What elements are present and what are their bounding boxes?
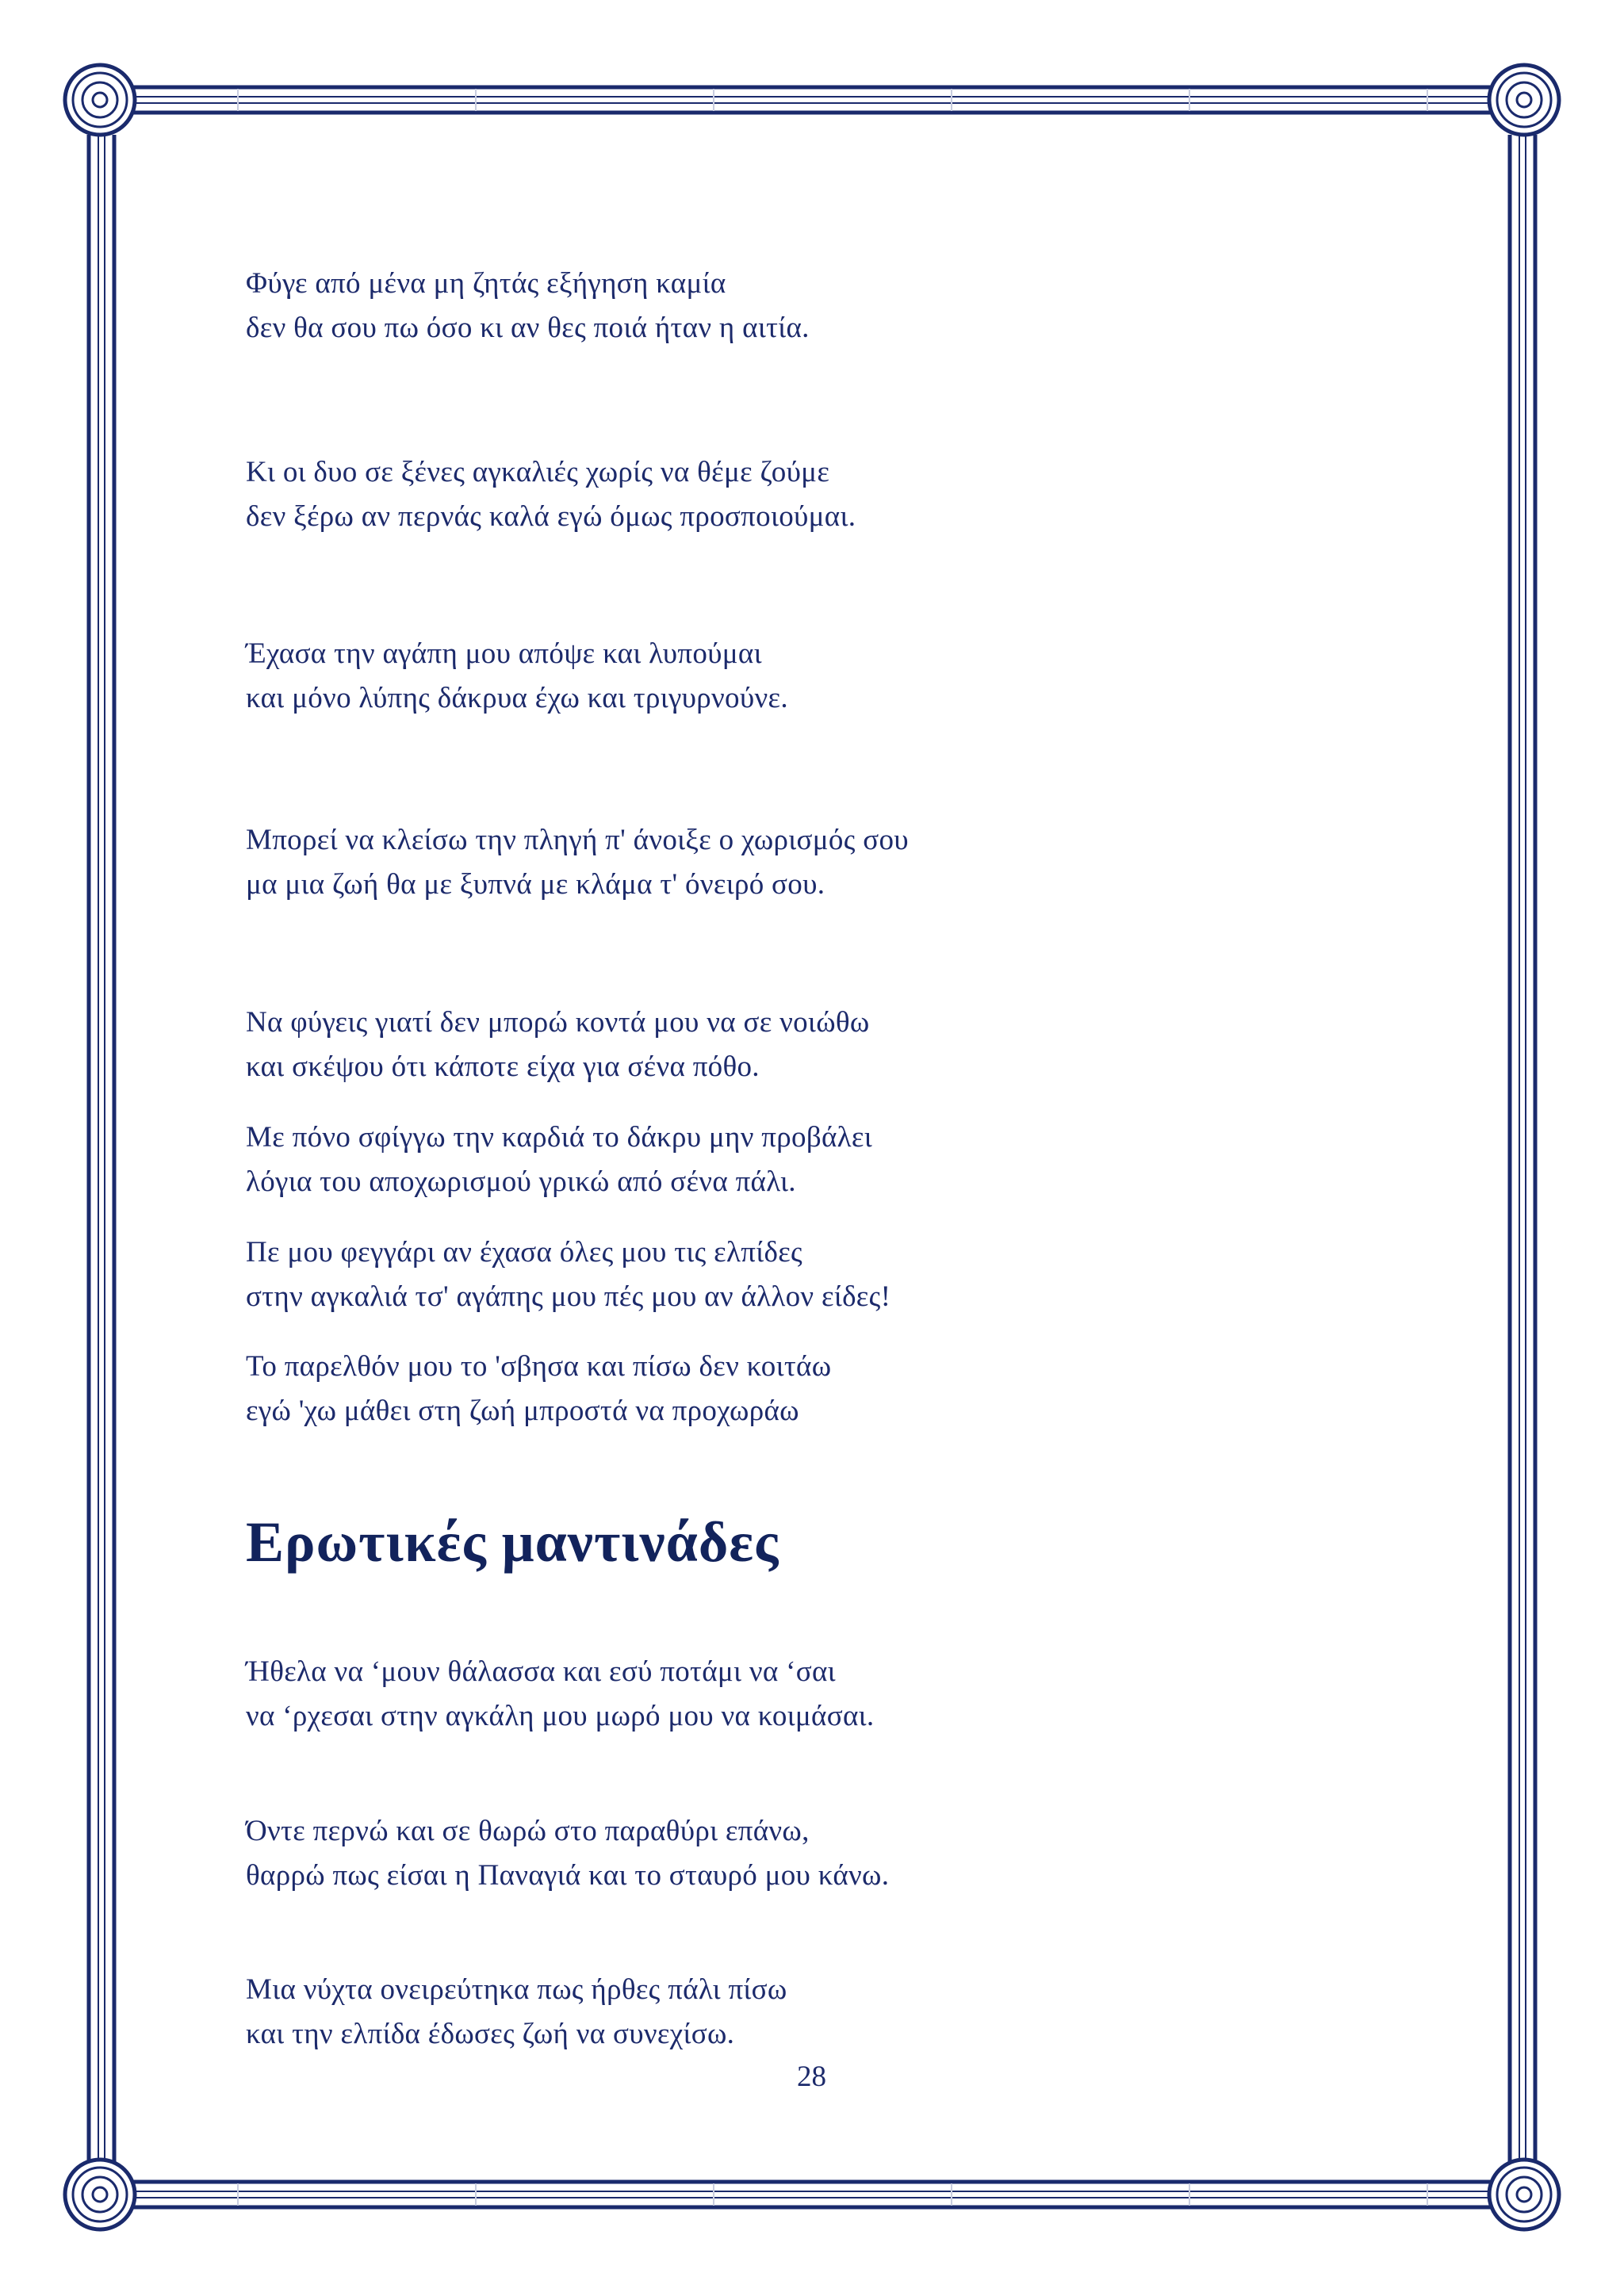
verse-line: Φύγε από μένα μη ζητάς εξήγηση καμία: [246, 267, 726, 300]
verse-line: Έχασα την αγάπη μου απόψε και λυπούμαι: [246, 637, 762, 670]
corner-ornament-top-right: [1489, 65, 1559, 135]
verse-line: θαρρώ πως είσαι η Παναγιά και το σταυρό μου κάνω.: [246, 1859, 890, 1892]
stanza: [246, 1345, 1435, 1433]
corner-ornament-top-left: [65, 65, 135, 135]
stanza: [246, 1809, 1435, 1898]
stanza: [246, 450, 1435, 539]
verse-line: και μόνο λύπης δάκρυα έχω και τριγυρνούνε.: [246, 682, 788, 714]
verse-line: Πε μου φεγγάρι αν έχασα όλες μου τις ελπίδες: [246, 1236, 802, 1269]
stanza: [246, 262, 1435, 350]
verse-line: Μια νύχτα ονειρεύτηκα πως ήρθες πάλι πίσω: [246, 1973, 787, 2006]
stanza: [246, 1230, 1435, 1319]
verse-line: μα μια ζωή θα με ξυπνά με κλάμα τ' όνειρό σου.: [246, 868, 825, 901]
verse-line: Όντε περνώ και σε θωρώ στο παραθύρι επάνω,: [246, 1815, 810, 1847]
stanza: [246, 1001, 1435, 1089]
verse-line: Το παρελθόν μου το 'σβησα και πίσω δεν κοιτάω: [246, 1350, 832, 1383]
verse-line: Να φύγεις γιατί δεν μπορώ κοντά μου να σε νοιώθω: [246, 1006, 870, 1039]
verse-line: να ‘ρχεσαι στην αγκάλη μου μωρό μου να κοιμάσαι.: [246, 1700, 875, 1732]
stanza: [246, 818, 1435, 907]
section-title: Ερωτικές μαντινάδες: [246, 1510, 779, 1574]
verse-line: Μπορεί να κλείσω την πληγή π' άνοιξε ο χωρισμός σου: [246, 824, 909, 856]
verse-line: Με πόνο σφίγγω την καρδιά το δάκρυ μην προβάλει: [246, 1121, 872, 1154]
verse-line: δεν ξέρω αν περνάς καλά εγώ όμως προσποιούμαι.: [246, 500, 856, 533]
stanza: [246, 1650, 1435, 1739]
verse-line: δεν θα σου πω όσο κι αν θες ποιά ήταν η αιτία.: [246, 312, 810, 344]
stanza: [246, 632, 1435, 721]
page-number: 28: [797, 2061, 826, 2093]
verse-line: και σκέψου ότι κάποτε είχα για σένα πόθο.: [246, 1050, 760, 1083]
stanza: [246, 1115, 1435, 1204]
stanza: [246, 1968, 1435, 2057]
verse-line: Ήθελα να ‘μουν θάλασσα και εσύ ποτάμι να ‘σαι: [246, 1655, 836, 1688]
verse-line: Κι οι δυο σε ξένες αγκαλιές χωρίς να θέμε ζούμε: [246, 456, 830, 488]
verse-line: εγώ 'χω μάθει στη ζωή μπροστά να προχωράω: [246, 1395, 799, 1427]
verse-line: στην αγκαλιά τσ' αγάπης μου πές μου αν άλλον είδες!: [246, 1280, 891, 1313]
corner-ornament-bottom-right: [1489, 2160, 1559, 2229]
corner-ornament-bottom-left: [65, 2160, 135, 2229]
verse-line: και την ελπίδα έδωσες ζωή να συνεχίσω.: [246, 2018, 735, 2050]
verse-line: λόγια του αποχωρισμού γρικώ από σένα πάλι.: [246, 1165, 796, 1198]
